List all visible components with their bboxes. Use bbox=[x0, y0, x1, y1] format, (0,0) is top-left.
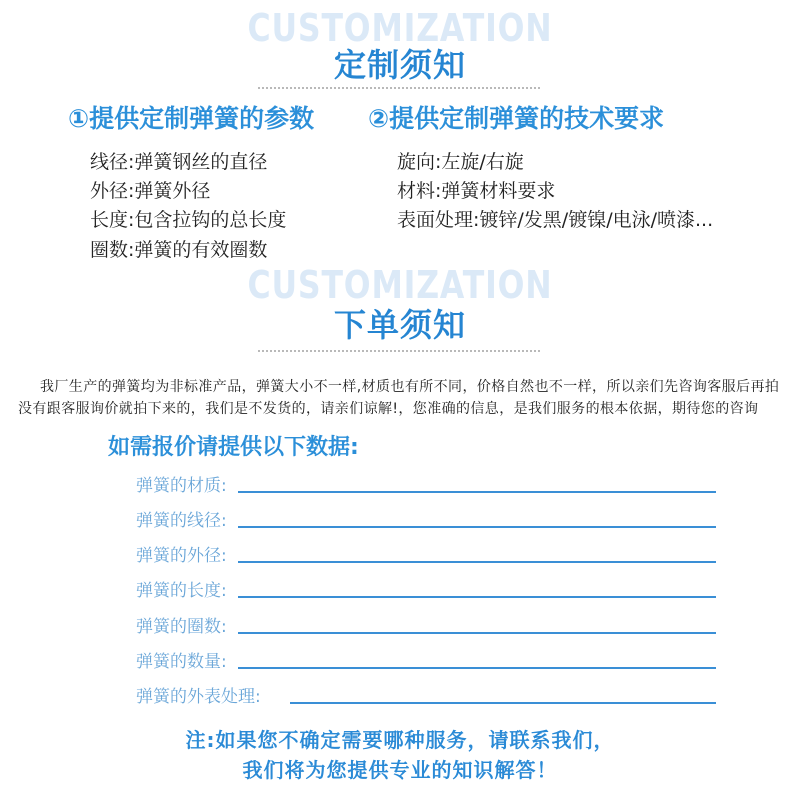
quote-form-heading: 如需报价请提供以下数据: bbox=[108, 435, 359, 460]
customization-watermark: CUSTOMIZATION bbox=[247, 6, 553, 50]
field-line-material bbox=[238, 491, 716, 493]
params-item-wire-diameter: 线径:弹簧钢丝的直径 bbox=[90, 151, 268, 173]
params-item-coils: 圈数:弹簧的有效圈数 bbox=[90, 239, 268, 261]
params-heading: ①提供定制弹簧的参数 bbox=[68, 104, 315, 133]
tech-heading: ②提供定制弹簧的技术要求 bbox=[368, 104, 665, 133]
field-label-outer-diameter: 弹簧的外径: bbox=[136, 546, 227, 566]
footer-note-line-1: 注:如果您不确定需要哪种服务，请联系我们， bbox=[185, 728, 615, 752]
ordering-notice-line-2: 没有跟客服询价就拍下来的，我们是不发货的，请亲们谅解!，您准确的信息，是我们服务的根本依据，期待您的咨询 bbox=[18, 401, 759, 417]
ordering-notice-line-1: 我厂生产的弹簧均为非标准产品，弹簧大小不一样,材质也有所不同，价格自然也不一样，所以亲们先咨询客服后再拍 bbox=[40, 379, 780, 395]
params-item-outer-diameter: 外径:弹簧外径 bbox=[90, 180, 211, 202]
tech-item-direction: 旋向:左旋/右旋 bbox=[397, 151, 524, 173]
decorative-fine-print-line bbox=[258, 87, 540, 89]
field-label-length: 弹簧的长度: bbox=[136, 581, 227, 601]
field-label-coils: 弹簧的圈数: bbox=[136, 617, 227, 637]
customization-title: 定制须知 bbox=[333, 46, 466, 84]
ordering-watermark: CUSTOMIZATION bbox=[247, 263, 553, 307]
field-line-quantity bbox=[238, 667, 716, 669]
field-label-material: 弹簧的材质: bbox=[136, 476, 227, 496]
tech-item-surface-treatment: 表面处理:镀锌/发黑/镀镍/电泳/喷漆... bbox=[397, 209, 714, 231]
field-label-quantity: 弹簧的数量: bbox=[136, 652, 227, 672]
tech-item-material: 材料:弹簧材料要求 bbox=[397, 180, 556, 202]
decorative-fine-print-line bbox=[258, 350, 540, 352]
ordering-title: 下单须知 bbox=[333, 306, 466, 344]
field-label-surface-treatment: 弹簧的外表处理: bbox=[136, 687, 261, 707]
footer-note-line-2: 我们将为您提供专业的知识解答！ bbox=[242, 758, 558, 782]
field-line-surface-treatment bbox=[290, 702, 716, 704]
field-line-outer-diameter bbox=[238, 561, 716, 563]
field-line-wire-diameter bbox=[238, 526, 716, 528]
field-line-coils bbox=[238, 632, 716, 634]
field-line-length bbox=[238, 596, 716, 598]
params-item-length: 长度:包含拉钩的总长度 bbox=[90, 209, 287, 231]
field-label-wire-diameter: 弹簧的线径: bbox=[136, 511, 227, 531]
